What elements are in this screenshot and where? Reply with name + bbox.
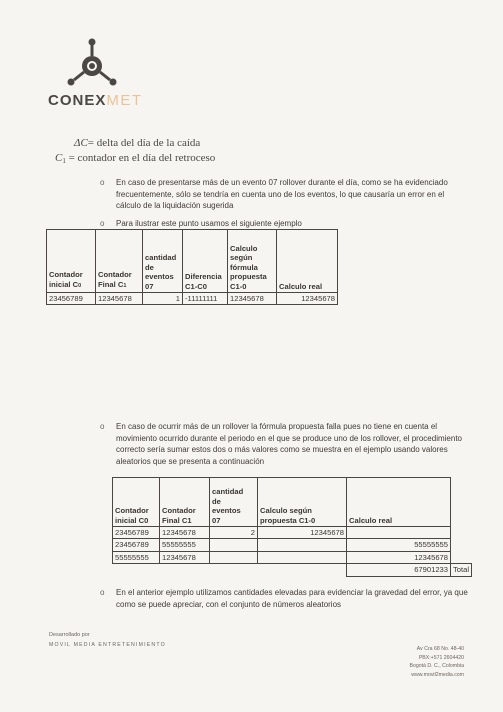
table-header-row: [113, 478, 472, 527]
c1-definition: [55, 152, 215, 165]
bullet-paragraph: [100, 587, 468, 610]
spacer-cell: [451, 478, 472, 527]
table-cell: -11111111: [183, 293, 228, 305]
c1-text: = contador en el día del retroceso: [68, 152, 216, 164]
table-cell: [210, 539, 258, 551]
table-cell: [258, 551, 347, 563]
table-cell: 23456789: [113, 527, 160, 539]
table-cell: [347, 527, 451, 539]
table-cell: 12345678: [160, 527, 210, 539]
header-cell: Calculo real: [277, 230, 338, 293]
bullet-text: Para ilustrar este punto usamos el siguiente ejemplo: [116, 219, 302, 228]
header-cell: Contador Final C1: [96, 230, 143, 293]
table-cell: 12345678: [160, 551, 210, 563]
table-cell: 55555555: [113, 551, 160, 563]
header-cell: Contador inicial C0: [47, 230, 96, 293]
delta-symbol: ΔC: [74, 137, 88, 149]
phone-line: PBX:+571 2604420: [418, 654, 464, 661]
example-table-2: [112, 477, 472, 577]
table-cell: [258, 539, 347, 551]
delta-definition: [74, 137, 200, 149]
spacer-cell: [160, 564, 210, 576]
spacer-cell: [451, 527, 472, 539]
total-value: 67901233: [347, 564, 451, 576]
brand-wordmark: [48, 92, 143, 109]
table-row: [47, 293, 338, 305]
bullet-paragraph: [100, 218, 468, 230]
address-line: Av Cra 68 No. 48-40: [416, 646, 464, 652]
bullet-marker: o: [100, 422, 105, 431]
table-cell: 12345678: [277, 293, 338, 305]
conexmet-logo-icon: [62, 36, 122, 94]
developed-by-label: Desarrollado por: [49, 632, 90, 638]
header-cell: Calculo según fórmula propuesta C1-0: [228, 230, 277, 293]
developer-company: MOVIL MEDIA ENTRETENIMIENTO: [49, 642, 166, 648]
spacer-cell: [113, 564, 160, 576]
header-cell: Calculo real: [347, 478, 451, 527]
spacer-cell: [210, 564, 258, 576]
c1-subscript: 1: [62, 157, 66, 165]
table-cell: 2: [210, 527, 258, 539]
header-cell: Diferencia C1-C0: [183, 230, 228, 293]
total-row: [113, 564, 472, 576]
footer-address: [400, 645, 464, 679]
table-row: [113, 539, 472, 551]
total-label: Total: [451, 564, 472, 576]
bullet-text: En el anterior ejemplo utilizamos cantidades elevadas para evidenciar la gravedad del error, ya que como se puede apreciar, con el conjunto de números aleatorios: [116, 588, 468, 609]
table-cell: 23456789: [47, 293, 96, 305]
header-cell: Contador Final C1: [160, 478, 210, 527]
spacer-cell: [258, 564, 347, 576]
bullet-paragraph: [100, 421, 468, 467]
table-cell: 12345678: [258, 527, 347, 539]
table-cell: 12345678: [96, 293, 143, 305]
table-cell: 12345678: [347, 551, 451, 563]
table-cell: 55555555: [347, 539, 451, 551]
brand-part-b: MET: [106, 92, 143, 109]
bullet-text: En caso de presentarse más de un evento 07 rollover durante el día, como se ha evidenciado frecuentemente, sólo se tendría en cuenta uno de los eventos, lo que causaría un error en el cálculo de la liquidación sugerida: [116, 178, 448, 211]
header-cell: cantidad de eventos 07: [210, 478, 258, 527]
footer-credits: [49, 630, 166, 650]
table-header-row: [47, 230, 338, 293]
bullet-marker: o: [100, 178, 105, 187]
bullet-text: En caso de ocurrir más de un rollover la fórmula propuesta falla pues no tiene en cuenta el movimiento ocurrido durante el periodo en el que se produce uno de los rollover, el procedimiento correcto sería sumar estos dos o más valores como se muestra en el ejemplo usando valores aleatorios que se presenta a continuación: [116, 422, 462, 466]
table-cell: [210, 551, 258, 563]
bullet-paragraph: [100, 177, 468, 212]
table-cell: 12345678: [228, 293, 277, 305]
c1-symbol: C: [55, 152, 63, 164]
bullet-marker: o: [100, 588, 105, 597]
header-cell: Contador inicial C0: [113, 478, 160, 527]
website-link[interactable]: www.movil2media.com: [411, 671, 464, 678]
table-cell: 1: [143, 293, 183, 305]
spacer-cell: [451, 551, 472, 563]
table-row: [113, 551, 472, 563]
example-table-1: [46, 229, 338, 305]
table-row: [113, 527, 472, 539]
brand-part-a: CONEX: [48, 92, 107, 109]
bullet-marker: o: [100, 219, 105, 228]
header-cell: cantidad de eventos 07: [143, 230, 183, 293]
city-line: Bogotá D. C., Colombia: [409, 663, 464, 670]
table-cell: 23456789: [113, 539, 160, 551]
spacer-cell: [451, 539, 472, 551]
table-cell: 55555555: [160, 539, 210, 551]
delta-text: = delta del día de la caída: [87, 137, 201, 149]
header-cell: Calculo según propuesta C1-0: [258, 478, 347, 527]
